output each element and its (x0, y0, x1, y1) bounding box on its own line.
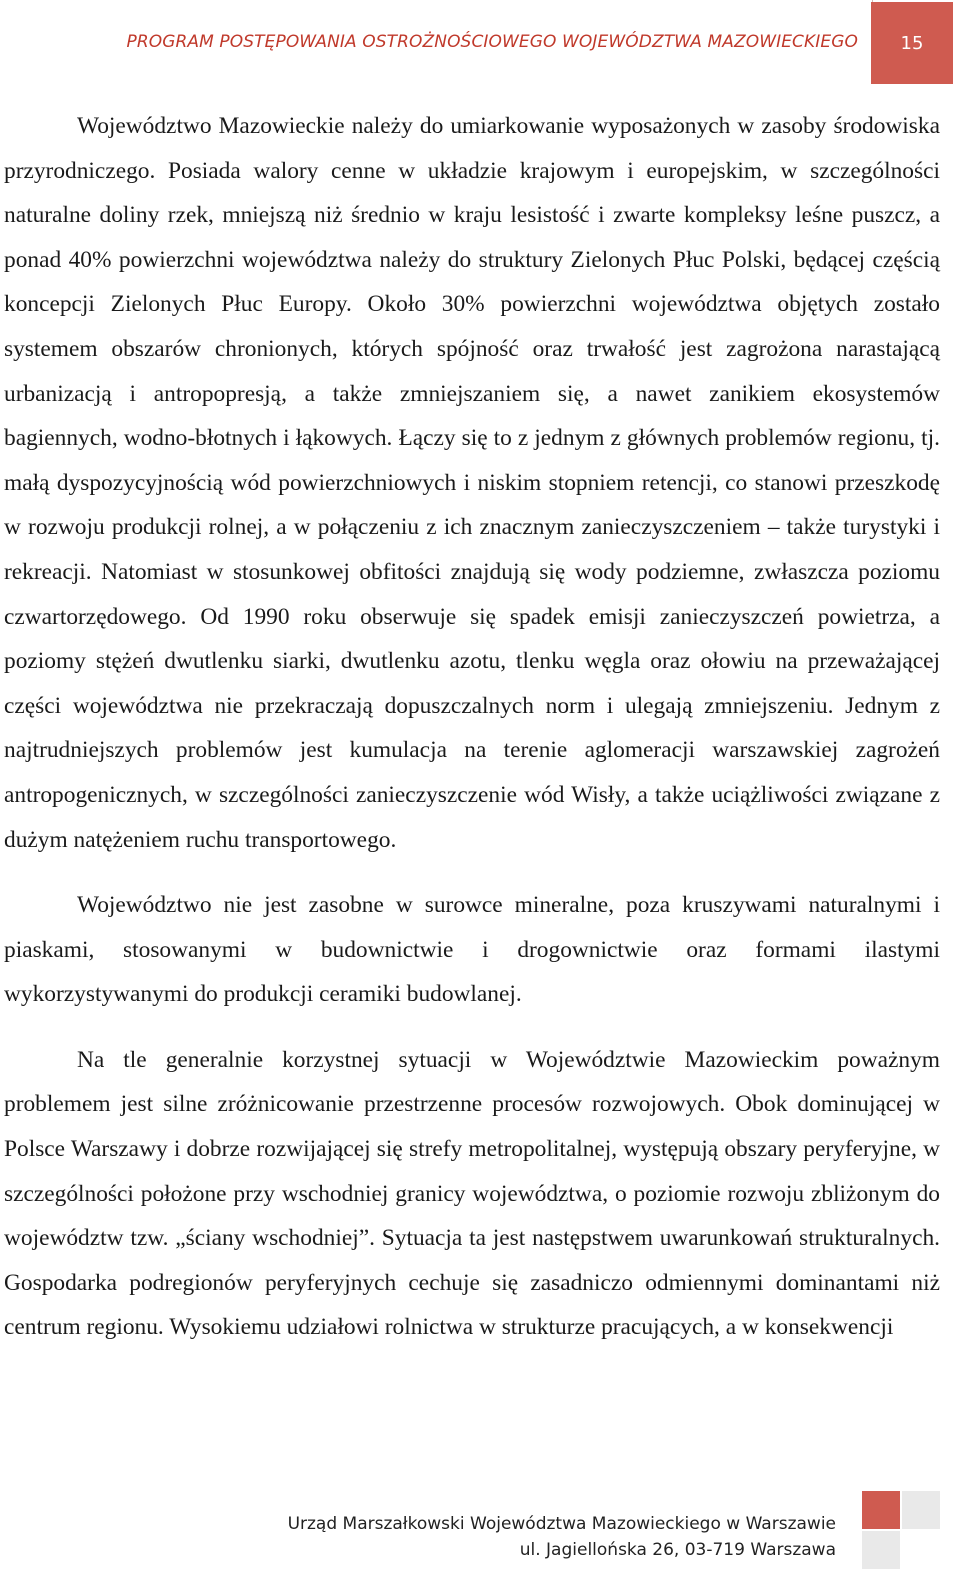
footer-decor-square-red (862, 1491, 900, 1529)
footer-office-name: Urząd Marszałkowski Województwa Mazowieckiego w Warszawie (287, 1514, 836, 1534)
paragraph-development: Na tle generalnie korzystnej sytuacji w Województwie Mazowieckim poważnym problemem jest silne zróżnicowanie przestrzenne procesów rozwojowych. Obok dominującej w Polsce Warszawy i dobrze rozwijającej się strefy metropolitalnej, występują obszary peryferyjne, w szczególności położone przy wschodniej granicy województwa, o poziomie rozwoju zbliżonym do województw tzw. „ściany wschodniej”. Sytuacja ta jest następstwem uwarunkowań strukturalnych. Gospodarka podregionów peryferyjnych cechuje się zasadniczo odmiennymi dominantami niż centrum regionu. Wysokiemu udziałowi rolnictwa w strukturze pracujących, a w konsekwencji (4, 1046, 940, 1341)
document-title: PROGRAM POSTĘPOWANIA OSTROŻNOŚCIOWEGO WOJEWÓDZTWA MAZOWIECKIEGO (126, 32, 858, 52)
page-header (0, 0, 960, 84)
page-number: 15 (900, 32, 924, 54)
paragraph-environment: Województwo Mazowieckie należy do umiarkowanie wyposażonych w zasoby środowiska przyrodniczego. Posiada walory cenne w układzie krajowym i europejskim, w szczególności naturalne doliny rzek, mniejszą niż średnio w kraju lesistość i zwarte kompleksy leśne puszcz, a ponad 40% powierzchni województwa należy do struktury Zielonych Płuc Polski, będącej częścią koncepcji Zielonych Płuc Europy. Około 30% powierzchni województwa objętych zostało systemem obszarów chronionych, których spójność oraz trwałość jest zagrożona narastającą urbanizacją i antropopresją, a także zmniejszaniem się, a nawet zanikiem ekosystemów bagiennych, wodno-błotnych i łąkowych. Łączy się to z jednym z głównych problemów regionu, tj. małą dyspozycyjnością wód powierzchniowych i niskim stopniem retencji, co stanowi przeszkodę w rozwoju produkcji rolnej, a w połączeniu z ich znacznym zanieczyszczeniem – także turystyki i rekreacji. Natomiast w stosunkowej obfitości znajdują się wody podziemne, zwłaszcza poziomu czwartorzędowego. Od 1990 roku obserwuje się spadek emisji zanieczyszczeń powietrza, a poziomy stężeń dwutlenku siarki, dwutlenku azotu, tlenku węgla oraz ołowiu na przeważającej części województwa nie przekraczają dopuszczalnych norm i ulegają zmniejszeniu. Jednym z najtrudniejszych problemów jest kumulacja na terenie aglomeracji warszawskiej zagrożeń antropogenicznych, w szczególności zanieczyszczenie wód Wisły, a także uciążliwości związane z dużym natężeniem ruchu transportowego. (4, 113, 940, 853)
body-text (4, 104, 940, 1371)
footer-decor-square-grey (862, 1531, 900, 1569)
footer-decor-square-grey (902, 1491, 940, 1529)
page-footer (0, 1488, 960, 1580)
footer-address: ul. Jagiellońska 26, 03-719 Warszawa (519, 1540, 836, 1560)
page-number-badge (871, 2, 953, 84)
paragraph-minerals: Województwo nie jest zasobne w surowce mineralne, poza kruszywami naturalnymi i piaskami, stosowanymi w budownictwie i drogownictwie oraz formami ilastymi wykorzystywanymi do produkcji ceramiki budowlanej. (4, 892, 940, 1008)
